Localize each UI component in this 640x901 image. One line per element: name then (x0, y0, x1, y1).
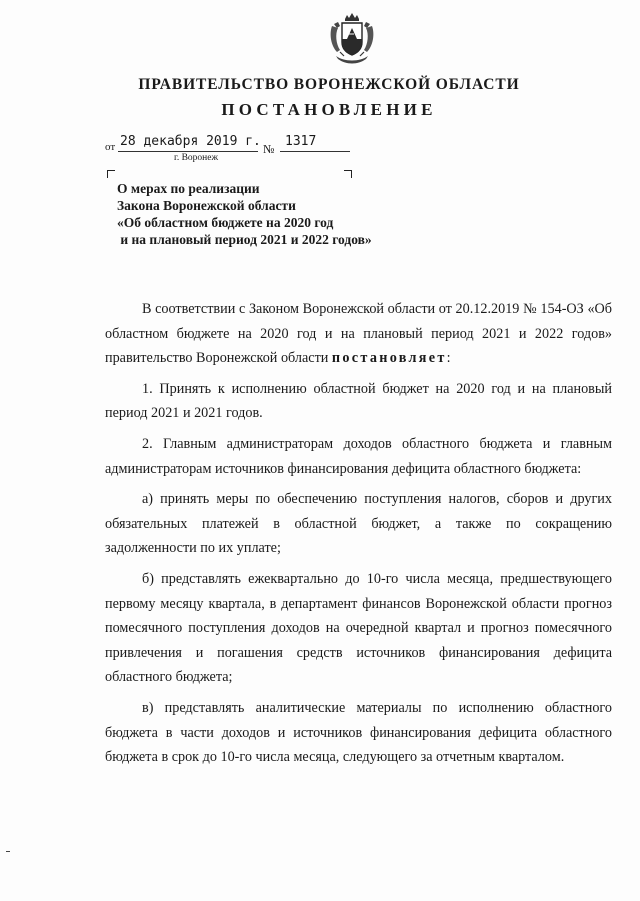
title-line: и на плановый период 2021 и 2022 годов» (117, 232, 372, 247)
paragraph-item-2b: б) представлять ежеквартально до 10-го числа месяца, предшествующего первому месяцу квартала, в департамент финансов Воронежской области прогноз помесячного поступления доходов на очередной квартал и прогноз помесячного привлечения и погашения средств источников финансирования дефицита областного бюджета; (105, 570, 612, 686)
document-body (105, 297, 612, 770)
preamble-colon: : (446, 350, 451, 367)
document-number: 1317 (285, 134, 317, 149)
organization-heading: ПРАВИТЕЛЬСТВО ВОРОНЕЖСКОЙ ОБЛАСТИ (138, 76, 520, 93)
title-line: «Об областном бюджете на 2020 год (117, 215, 334, 230)
paragraph-item-2a: а) принять меры по обеспечению поступления налогов, сборов и других обязательных платежей в областной бюджет, а также по сокращению задолженности по их уплате; (105, 491, 612, 557)
date-underline (118, 151, 258, 152)
document-type-heading: ПОСТАНОВЛЕНИЕ (221, 100, 437, 119)
from-label: от (105, 141, 116, 153)
title-line: О мерах по реализации (117, 181, 260, 196)
city-label: г. Воронеж (174, 153, 219, 163)
title-line: Закона Воронежской области (117, 198, 296, 213)
paragraph-item-1: 1. Принять к исполнению областной бюджет на 2020 год и на плановый период 2021 и 2021 годов. (105, 380, 612, 422)
document-title (117, 180, 372, 248)
paragraph-preamble (105, 297, 612, 371)
preamble-text: В соответствии с Законом Воронежской области от 20.12.2019 № 154-ОЗ «Об областном бюджете на 2020 год и на плановый период 2021 и 2022 годов» правительство Воронежской области (105, 301, 612, 367)
margin-mark (6, 851, 10, 852)
number-label: № (263, 142, 275, 156)
paragraph-item-2c: в) представлять аналитические материалы по исполнению областного бюджета в части доходов и источников финансирования дефицита областного бюджета в срок до 10-го числа месяца, следующего за отчетным кварталом. (105, 699, 612, 766)
document-date: 28 декабря 2019 г. (120, 134, 261, 149)
paragraph-item-2: 2. Главным администраторам доходов областного бюджета и главным администраторам источников финансирования дефицита областного бюджета: (105, 435, 612, 477)
resolves-keyword: постановляет (331, 350, 447, 367)
number-underline (280, 151, 350, 152)
coat-of-arms-emblem (328, 12, 376, 66)
title-corner-left (107, 170, 115, 178)
title-corner-right (344, 170, 352, 178)
